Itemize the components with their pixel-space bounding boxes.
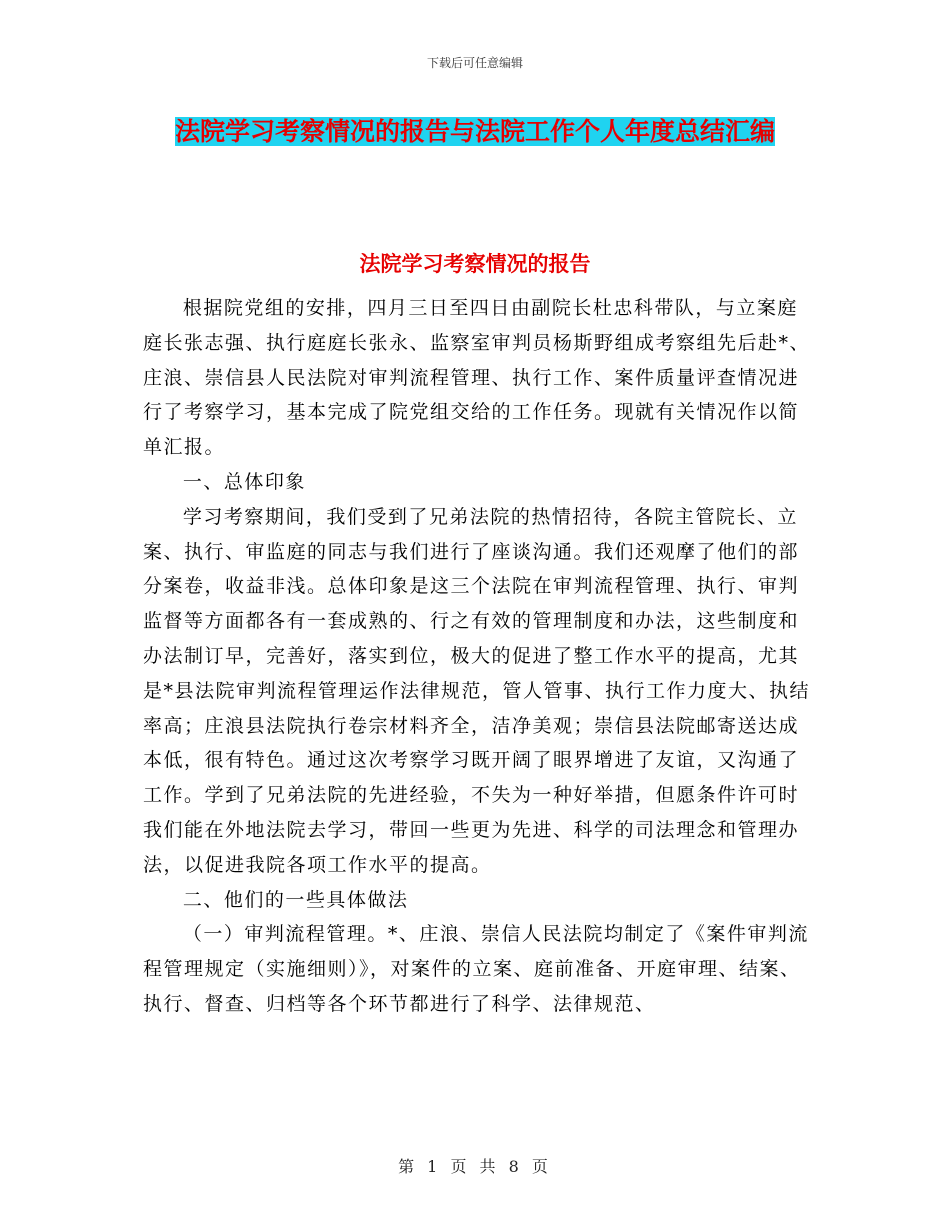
paragraph-heading: 二、他们的一些具体做法	[182, 888, 409, 911]
paragraph: （一）审判流程管理。*、庄浪、崇信人民法院均制定了《案件审判流程管理规定（实施细则）》，对案件的立案、庭前准备、开庭审理、结案、执行、督查、归档等各个环节都进行了科学、法律规范、	[143, 923, 809, 1015]
document-title-text: 法院学习考察情况的报告与法院工作个人年度总结汇编	[174, 117, 775, 146]
paragraph-heading: 一、总体印象	[182, 470, 306, 493]
document-body	[143, 291, 815, 1022]
paragraph: 根据院党组的安排，四月三日至四日由副院长杜忠科带队，与立案庭庭长张志强、执行庭庭长张永、监察室审判员杨斯野组成考察组先后赴*、庄浪、崇信县人民法院对审判流程管理、执行工作、案件质量评查情况进行了考察学习，基本完成了院党组交给的工作任务。现就有关情况作以简单汇报。	[143, 297, 811, 459]
document-title	[140, 110, 810, 154]
header-note: 下载后可任意编辑	[426, 56, 523, 70]
section-title: 法院学习考察情况的报告	[359, 251, 591, 276]
page-number: 第 1 页 共 8 页	[398, 1157, 552, 1176]
paragraph: 学习考察期间，我们受到了兄弟法院的热情招待，各院主管院长、立案、执行、审监庭的同志与我们进行了座谈沟通。我们还观摩了他们的部分案卷，收益非浅。总体印象是这三个法院在审判流程管理、执行、审判监督等方面都各有一套成熟的、行之有效的管理制度和办法，这些制度和办法制订早，完善好，落实到位，极大的促进了整工作水平的提高，尤其是*县法院审判流程管理运作法律规范，管人管事、执行工作力度大、执结率高；庄浪县法院执行卷宗材料齐全，洁净美观；崇信县法院邮寄送达成本低，很有特色。通过这次考察学习既开阔了眼界增进了友谊，又沟通了工作。学到了兄弟法院的先进经验，不失为一种好举措，但愿条件许可时我们能在外地法院去学习，带回一些更为先进、科学的司法理念和管理办法，以促进我院各项工作水平的提高。	[143, 505, 811, 876]
